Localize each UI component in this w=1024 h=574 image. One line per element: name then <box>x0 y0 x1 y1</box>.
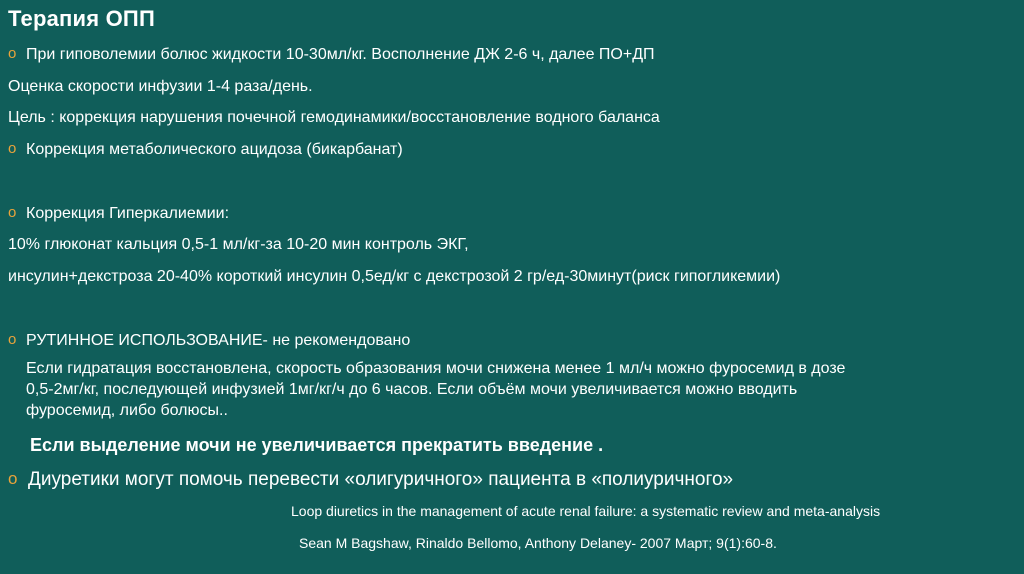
paragraph-line: Если гидратация восстановлена, скорость образования мочи снижена менее 1 мл/ч можно фуросемид в дозе <box>26 360 846 377</box>
circle-bullet-icon: o <box>8 45 17 62</box>
text-line-infusion-rate: Оценка скорости инфузии 1-4 раза/день. <box>8 78 313 95</box>
text-line-insulin: инсулин+декстроза 20-40% короткий инсулин 0,5ед/кг с декстрозой 2 гр/ед-30минут(риск гипогликемии) <box>8 268 781 285</box>
circle-bullet-icon: o <box>8 331 17 348</box>
reference-title: Loop diuretics in the management of acute renal failure: a systematic review and meta-analysis <box>291 503 881 519</box>
slide-title: Терапия ОПП <box>8 6 155 31</box>
bold-stop-statement: Если выделение мочи не увеличивается прекратить введение . <box>30 435 604 455</box>
bullet-line-hypovolemia <box>8 44 655 65</box>
line-text: При гиповолемии болюс жидкости 10-30мл/кг. Восполнение ДЖ 2-6 ч, далее ПО+ДП <box>26 46 655 63</box>
circle-bullet-icon: o <box>8 204 17 221</box>
paragraph-line: 0,5-2мг/кг, последующей инфузией 1мг/кг/ч до 6 часов. Если объём мочи увеличивается можно вводить <box>26 381 798 398</box>
line-text: Коррекция Гиперкалиемии: <box>26 205 230 222</box>
furosemide-paragraph <box>26 358 986 421</box>
line-text: Диуретики могут помочь перевести «олигуричного» пациента в «полиуричного» <box>28 469 734 490</box>
circle-bullet-icon: o <box>8 469 18 488</box>
line-text: Коррекция метаболического ацидоза (бикарбанат) <box>26 141 403 158</box>
bullet-line-acidosis <box>8 139 403 160</box>
bullet-line-hyperkalemia <box>8 203 229 224</box>
text-line-calcium: 10% глюконат кальция 0,5-1 мл/кг-за 10-20 мин контроль ЭКГ, <box>8 236 469 253</box>
bullet-line-diuretics <box>8 469 733 491</box>
bullet-line-routine-use <box>8 330 410 351</box>
reference-authors: Sean M Bagshaw, Rinaldo Bellomo, Anthony Delaney- 2007 Март; 9(1):60-8. <box>299 535 777 551</box>
line-text: РУТИННОЕ ИСПОЛЬЗОВАНИЕ- не рекомендовано <box>26 332 411 349</box>
circle-bullet-icon: o <box>8 140 17 157</box>
text-line-goal: Цель : коррекция нарушения почечной гемодинамики/восстановление водного баланса <box>8 109 660 126</box>
paragraph-line: фуросемид, либо болюсы.. <box>26 402 228 419</box>
